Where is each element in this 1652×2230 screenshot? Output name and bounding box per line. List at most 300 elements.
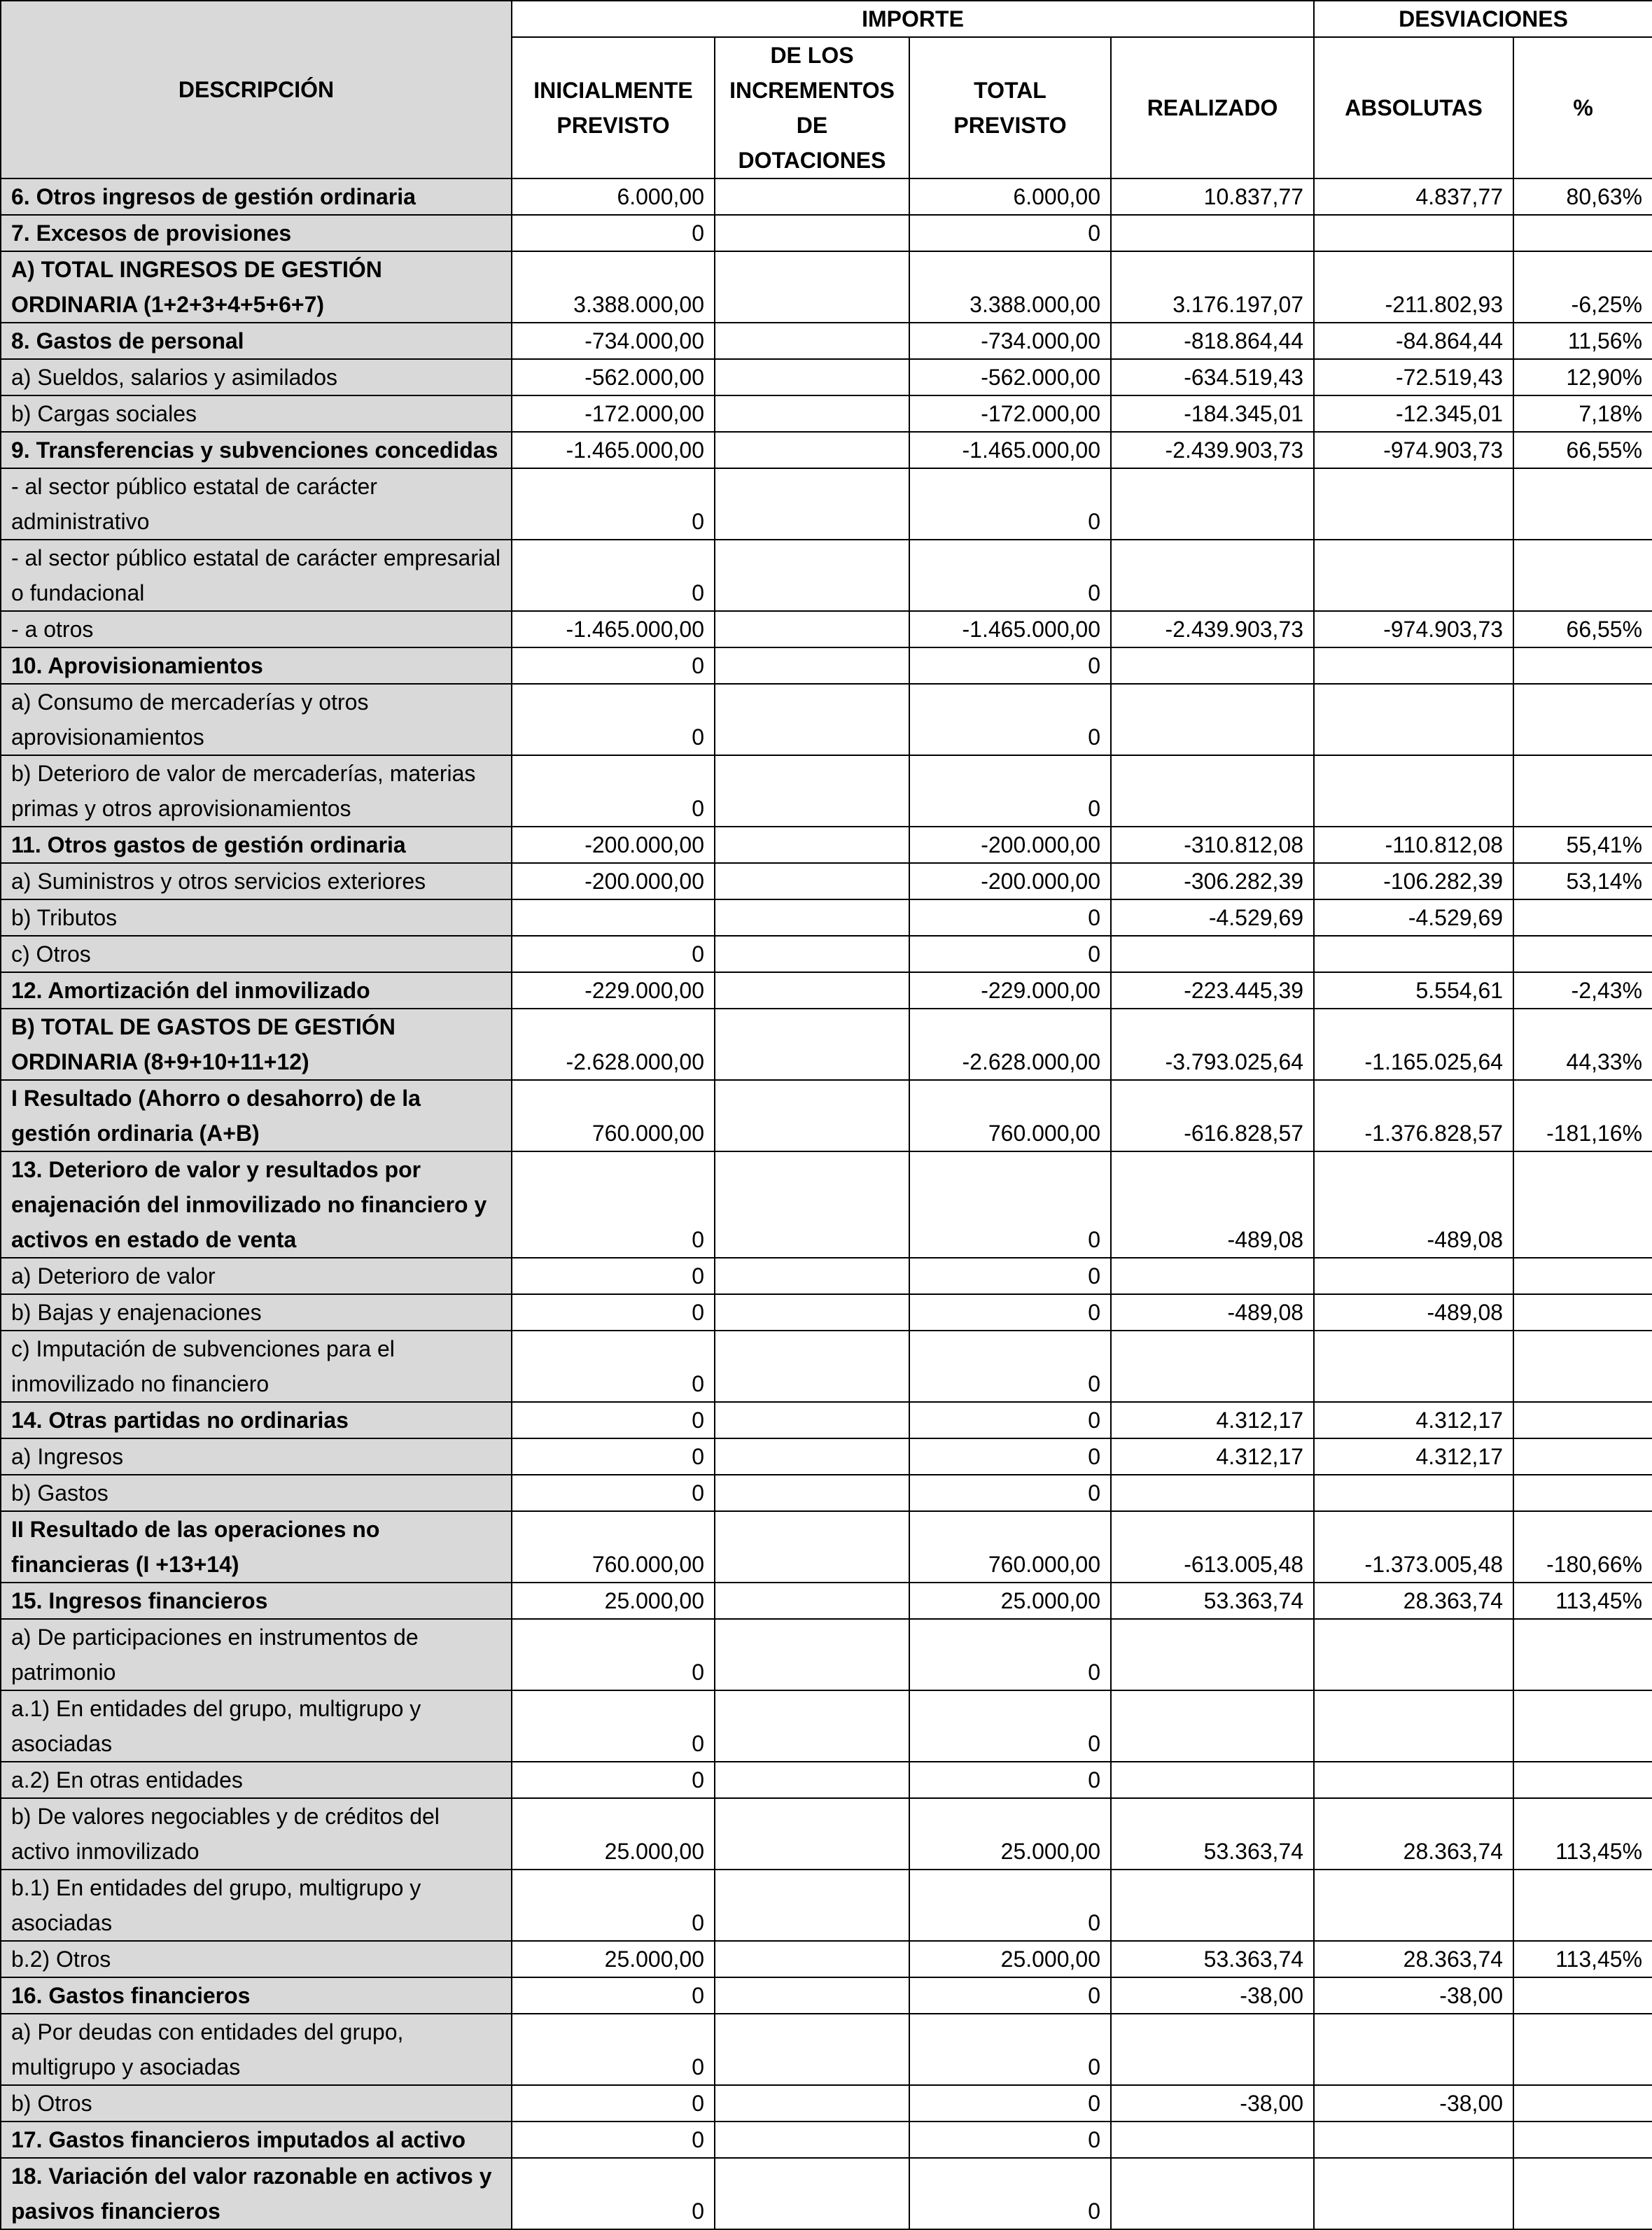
cell-total-previsto: 0 xyxy=(909,2158,1111,2229)
cell-percent: -181,16% xyxy=(1513,1080,1652,1151)
cell-inicialmente-previsto: 0 xyxy=(512,540,715,611)
cell-total-previsto: 0 xyxy=(909,540,1111,611)
cell-total-previsto: 0 xyxy=(909,1690,1111,1762)
cell-absolutas xyxy=(1314,1870,1513,1941)
cell-inicialmente-previsto: 760.000,00 xyxy=(512,1080,715,1151)
table-row xyxy=(1,432,1652,468)
cell-incrementos-dotaciones xyxy=(715,1294,909,1331)
cell-realizado: 53.363,74 xyxy=(1111,1941,1314,1977)
header-importe: IMPORTE xyxy=(512,1,1314,37)
row-description: 10. Aprovisionamientos xyxy=(1,647,512,684)
row-description: I Resultado (Ahorro o desahorro) de la gestión ordinaria (A+B) xyxy=(1,1080,512,1151)
cell-inicialmente-previsto: 0 xyxy=(512,1977,715,2014)
table-row xyxy=(1,1870,1652,1941)
cell-realizado: -489,08 xyxy=(1111,1151,1314,1258)
cell-incrementos-dotaciones xyxy=(715,432,909,468)
cell-inicialmente-previsto: -1.465.000,00 xyxy=(512,611,715,647)
cell-inicialmente-previsto: -562.000,00 xyxy=(512,359,715,395)
cell-incrementos-dotaciones xyxy=(715,468,909,540)
cell-realizado: 53.363,74 xyxy=(1111,1798,1314,1870)
table-row xyxy=(1,1402,1652,1438)
row-description: 12. Amortización del inmovilizado xyxy=(1,972,512,1009)
cell-total-previsto: 6.000,00 xyxy=(909,178,1111,215)
cell-inicialmente-previsto: -2.628.000,00 xyxy=(512,1009,715,1080)
cell-total-previsto: 0 xyxy=(909,2122,1111,2158)
row-description: b) Otros xyxy=(1,2085,512,2122)
cell-inicialmente-previsto: 0 xyxy=(512,2014,715,2085)
cell-absolutas: 28.363,74 xyxy=(1314,1941,1513,1977)
cell-realizado: -818.864,44 xyxy=(1111,323,1314,359)
cell-percent xyxy=(1513,1402,1652,1438)
cell-realizado xyxy=(1111,684,1314,755)
cell-percent xyxy=(1513,2014,1652,2085)
cell-total-previsto: 760.000,00 xyxy=(909,1511,1111,1583)
cell-inicialmente-previsto: 760.000,00 xyxy=(512,1511,715,1583)
cell-total-previsto: -2.628.000,00 xyxy=(909,1009,1111,1080)
cell-inicialmente-previsto: 0 xyxy=(512,1475,715,1511)
cell-incrementos-dotaciones xyxy=(715,178,909,215)
cell-absolutas xyxy=(1314,936,1513,972)
cell-total-previsto: 0 xyxy=(909,2085,1111,2122)
cell-inicialmente-previsto: -200.000,00 xyxy=(512,863,715,899)
cell-inicialmente-previsto: 0 xyxy=(512,1438,715,1475)
cell-realizado xyxy=(1111,1475,1314,1511)
row-description: c) Imputación de subvenciones para el inmovilizado no financiero xyxy=(1,1331,512,1402)
cell-realizado: -306.282,39 xyxy=(1111,863,1314,899)
row-description: - al sector público estatal de carácter administrativo xyxy=(1,468,512,540)
row-description: - a otros xyxy=(1,611,512,647)
row-description: b) Gastos xyxy=(1,1475,512,1511)
cell-realizado xyxy=(1111,1619,1314,1690)
table-row xyxy=(1,1762,1652,1798)
table-row xyxy=(1,827,1652,863)
cell-realizado xyxy=(1111,936,1314,972)
cell-realizado: -38,00 xyxy=(1111,2085,1314,2122)
cell-realizado xyxy=(1111,215,1314,251)
cell-percent xyxy=(1513,1331,1652,1402)
cell-absolutas xyxy=(1314,647,1513,684)
cell-percent xyxy=(1513,540,1652,611)
cell-realizado: -2.439.903,73 xyxy=(1111,432,1314,468)
cell-absolutas: -489,08 xyxy=(1314,1151,1513,1258)
cell-absolutas: -106.282,39 xyxy=(1314,863,1513,899)
cell-percent xyxy=(1513,755,1652,827)
header-realizado: REALIZADO xyxy=(1111,37,1314,178)
cell-inicialmente-previsto: 0 xyxy=(512,1402,715,1438)
cell-absolutas: 28.363,74 xyxy=(1314,1798,1513,1870)
row-description: 13. Deterioro de valor y resultados por enajenación del inmovilizado no financiero y activos en estado de venta xyxy=(1,1151,512,1258)
cell-incrementos-dotaciones xyxy=(715,540,909,611)
cell-total-previsto: 0 xyxy=(909,1331,1111,1402)
cell-total-previsto: -229.000,00 xyxy=(909,972,1111,1009)
cell-absolutas: -1.165.025,64 xyxy=(1314,1009,1513,1080)
cell-incrementos-dotaciones xyxy=(715,684,909,755)
cell-absolutas xyxy=(1314,1619,1513,1690)
cell-incrementos-dotaciones xyxy=(715,972,909,1009)
cell-percent: 11,56% xyxy=(1513,323,1652,359)
table-row xyxy=(1,1690,1652,1762)
cell-percent: 12,90% xyxy=(1513,359,1652,395)
cell-absolutas xyxy=(1314,215,1513,251)
header-absolutas: ABSOLUTAS xyxy=(1314,37,1513,178)
cell-percent: 66,55% xyxy=(1513,432,1652,468)
cell-incrementos-dotaciones xyxy=(715,1402,909,1438)
cell-absolutas: -84.864,44 xyxy=(1314,323,1513,359)
cell-percent xyxy=(1513,1258,1652,1294)
cell-total-previsto: 0 xyxy=(909,1294,1111,1331)
cell-realizado: 53.363,74 xyxy=(1111,1583,1314,1619)
row-description: a) Ingresos xyxy=(1,1438,512,1475)
cell-inicialmente-previsto: 0 xyxy=(512,2085,715,2122)
table-row xyxy=(1,251,1652,323)
cell-inicialmente-previsto: 0 xyxy=(512,1151,715,1258)
cell-realizado: -4.529,69 xyxy=(1111,899,1314,936)
row-description: a) Por deudas con entidades del grupo, multigrupo y asociadas xyxy=(1,2014,512,2085)
cell-realizado xyxy=(1111,468,1314,540)
cell-incrementos-dotaciones xyxy=(715,1619,909,1690)
table-row xyxy=(1,1009,1652,1080)
cell-percent xyxy=(1513,1977,1652,2014)
table-row xyxy=(1,1438,1652,1475)
cell-absolutas: -72.519,43 xyxy=(1314,359,1513,395)
cell-incrementos-dotaciones xyxy=(715,359,909,395)
cell-percent xyxy=(1513,936,1652,972)
cell-absolutas: 4.837,77 xyxy=(1314,178,1513,215)
cell-absolutas: 4.312,17 xyxy=(1314,1438,1513,1475)
cell-inicialmente-previsto: 0 xyxy=(512,468,715,540)
cell-total-previsto: 0 xyxy=(909,468,1111,540)
cell-total-previsto: 0 xyxy=(909,1475,1111,1511)
cell-realizado: -634.519,43 xyxy=(1111,359,1314,395)
table-row xyxy=(1,611,1652,647)
cell-inicialmente-previsto: -1.465.000,00 xyxy=(512,432,715,468)
table-row xyxy=(1,1798,1652,1870)
cell-total-previsto: -172.000,00 xyxy=(909,395,1111,432)
cell-absolutas xyxy=(1314,684,1513,755)
cell-realizado xyxy=(1111,647,1314,684)
header-inicialmente-previsto: INICIALMENTE PREVISTO xyxy=(512,37,715,178)
row-description: a) Sueldos, salarios y asimilados xyxy=(1,359,512,395)
cell-incrementos-dotaciones xyxy=(715,1690,909,1762)
cell-incrementos-dotaciones xyxy=(715,1009,909,1080)
cell-realizado: -616.828,57 xyxy=(1111,1080,1314,1151)
cell-percent: 113,45% xyxy=(1513,1798,1652,1870)
cell-realizado xyxy=(1111,2122,1314,2158)
cell-incrementos-dotaciones xyxy=(715,755,909,827)
cell-absolutas: -12.345,01 xyxy=(1314,395,1513,432)
header-total-previsto: TOTAL PREVISTO xyxy=(909,37,1111,178)
row-description: B) TOTAL DE GASTOS DE GESTIÓN ORDINARIA (8+9+10+11+12) xyxy=(1,1009,512,1080)
row-description: 14. Otras partidas no ordinarias xyxy=(1,1402,512,1438)
cell-realizado xyxy=(1111,1690,1314,1762)
table-row xyxy=(1,1258,1652,1294)
cell-incrementos-dotaciones xyxy=(715,1762,909,1798)
cell-total-previsto: 0 xyxy=(909,684,1111,755)
table-row xyxy=(1,1977,1652,2014)
cell-realizado: 10.837,77 xyxy=(1111,178,1314,215)
cell-realizado xyxy=(1111,2158,1314,2229)
cell-percent xyxy=(1513,1762,1652,1798)
cell-absolutas: -1.376.828,57 xyxy=(1314,1080,1513,1151)
cell-inicialmente-previsto: 0 xyxy=(512,647,715,684)
cell-total-previsto: 25.000,00 xyxy=(909,1941,1111,1977)
cell-total-previsto: 0 xyxy=(909,1402,1111,1438)
cell-absolutas: -4.529,69 xyxy=(1314,899,1513,936)
cell-total-previsto: 0 xyxy=(909,755,1111,827)
cell-percent xyxy=(1513,468,1652,540)
cell-percent xyxy=(1513,1151,1652,1258)
cell-total-previsto: 0 xyxy=(909,1258,1111,1294)
cell-incrementos-dotaciones xyxy=(715,2085,909,2122)
cell-inicialmente-previsto: 6.000,00 xyxy=(512,178,715,215)
cell-incrementos-dotaciones xyxy=(715,2122,909,2158)
cell-absolutas xyxy=(1314,2122,1513,2158)
cell-incrementos-dotaciones xyxy=(715,1475,909,1511)
cell-inicialmente-previsto: 0 xyxy=(512,684,715,755)
cell-realizado xyxy=(1111,1331,1314,1402)
cell-percent xyxy=(1513,1438,1652,1475)
cell-total-previsto: 3.388.000,00 xyxy=(909,251,1111,323)
cell-realizado: -38,00 xyxy=(1111,1977,1314,2014)
cell-percent xyxy=(1513,1619,1652,1690)
cell-total-previsto: -200.000,00 xyxy=(909,827,1111,863)
table-row xyxy=(1,1619,1652,1690)
cell-incrementos-dotaciones xyxy=(715,1870,909,1941)
cell-realizado: -613.005,48 xyxy=(1111,1511,1314,1583)
table-row xyxy=(1,1583,1652,1619)
cell-absolutas: 4.312,17 xyxy=(1314,1402,1513,1438)
cell-incrementos-dotaciones xyxy=(715,395,909,432)
header-percent: % xyxy=(1513,37,1652,178)
cell-inicialmente-previsto: 0 xyxy=(512,1331,715,1402)
table-row xyxy=(1,2158,1652,2229)
cell-incrementos-dotaciones xyxy=(715,1798,909,1870)
cell-total-previsto: 0 xyxy=(909,899,1111,936)
cell-inicialmente-previsto: -172.000,00 xyxy=(512,395,715,432)
row-description: II Resultado de las operaciones no financieras (I +13+14) xyxy=(1,1511,512,1583)
cell-incrementos-dotaciones xyxy=(715,1438,909,1475)
row-description: a) De participaciones en instrumentos de patrimonio xyxy=(1,1619,512,1690)
cell-percent xyxy=(1513,1294,1652,1331)
cell-incrementos-dotaciones xyxy=(715,1583,909,1619)
cell-incrementos-dotaciones xyxy=(715,2014,909,2085)
cell-total-previsto: -1.465.000,00 xyxy=(909,611,1111,647)
table-body xyxy=(1,178,1652,2229)
table-row xyxy=(1,395,1652,432)
cell-inicialmente-previsto: 25.000,00 xyxy=(512,1798,715,1870)
row-description: b) Bajas y enajenaciones xyxy=(1,1294,512,1331)
row-description: A) TOTAL INGRESOS DE GESTIÓN ORDINARIA (1+2+3+4+5+6+7) xyxy=(1,251,512,323)
cell-absolutas: 28.363,74 xyxy=(1314,1583,1513,1619)
cell-absolutas xyxy=(1314,1475,1513,1511)
cell-inicialmente-previsto: 0 xyxy=(512,755,715,827)
row-description: b.2) Otros xyxy=(1,1941,512,1977)
cell-incrementos-dotaciones xyxy=(715,647,909,684)
row-description: b) De valores negociables y de créditos del activo inmovilizado xyxy=(1,1798,512,1870)
cell-incrementos-dotaciones xyxy=(715,323,909,359)
cell-realizado xyxy=(1111,755,1314,827)
row-description: c) Otros xyxy=(1,936,512,972)
cell-percent xyxy=(1513,647,1652,684)
cell-percent xyxy=(1513,1870,1652,1941)
cell-total-previsto: 0 xyxy=(909,1151,1111,1258)
cell-inicialmente-previsto: 0 xyxy=(512,1690,715,1762)
cell-incrementos-dotaciones xyxy=(715,251,909,323)
cell-incrementos-dotaciones xyxy=(715,863,909,899)
row-description: 8. Gastos de personal xyxy=(1,323,512,359)
cell-inicialmente-previsto xyxy=(512,899,715,936)
row-description: 17. Gastos financieros imputados al activo xyxy=(1,2122,512,2158)
cell-incrementos-dotaciones xyxy=(715,1151,909,1258)
cell-percent xyxy=(1513,2085,1652,2122)
cell-inicialmente-previsto: 25.000,00 xyxy=(512,1941,715,1977)
cell-percent xyxy=(1513,899,1652,936)
cell-percent: -2,43% xyxy=(1513,972,1652,1009)
cell-incrementos-dotaciones xyxy=(715,1941,909,1977)
row-description: 15. Ingresos financieros xyxy=(1,1583,512,1619)
table-row xyxy=(1,1331,1652,1402)
cell-percent xyxy=(1513,2158,1652,2229)
cell-absolutas xyxy=(1314,2014,1513,2085)
cell-total-previsto: -1.465.000,00 xyxy=(909,432,1111,468)
cell-incrementos-dotaciones xyxy=(715,1511,909,1583)
cell-inicialmente-previsto: 0 xyxy=(512,936,715,972)
cell-incrementos-dotaciones xyxy=(715,215,909,251)
cell-total-previsto: 760.000,00 xyxy=(909,1080,1111,1151)
cell-realizado xyxy=(1111,2014,1314,2085)
table-row xyxy=(1,1511,1652,1583)
cell-absolutas xyxy=(1314,540,1513,611)
table-row xyxy=(1,2122,1652,2158)
table-row xyxy=(1,1080,1652,1151)
cell-incrementos-dotaciones xyxy=(715,827,909,863)
cell-total-previsto: 0 xyxy=(909,1762,1111,1798)
header-desviaciones: DESVIACIONES xyxy=(1314,1,1652,37)
cell-absolutas: -489,08 xyxy=(1314,1294,1513,1331)
cell-inicialmente-previsto: 0 xyxy=(512,1870,715,1941)
cell-total-previsto: -734.000,00 xyxy=(909,323,1111,359)
table-row xyxy=(1,1151,1652,1258)
cell-incrementos-dotaciones xyxy=(715,936,909,972)
row-description: 11. Otros gastos de gestión ordinaria xyxy=(1,827,512,863)
cell-realizado: 4.312,17 xyxy=(1111,1438,1314,1475)
cell-incrementos-dotaciones xyxy=(715,1331,909,1402)
cell-realizado: 4.312,17 xyxy=(1111,1402,1314,1438)
cell-percent xyxy=(1513,2122,1652,2158)
table-row xyxy=(1,863,1652,899)
cell-percent xyxy=(1513,684,1652,755)
table-row xyxy=(1,1475,1652,1511)
cell-percent: 53,14% xyxy=(1513,863,1652,899)
cell-inicialmente-previsto: 0 xyxy=(512,1762,715,1798)
cell-percent: 66,55% xyxy=(1513,611,1652,647)
cell-absolutas xyxy=(1314,2158,1513,2229)
cell-percent: -180,66% xyxy=(1513,1511,1652,1583)
cell-absolutas: -974.903,73 xyxy=(1314,432,1513,468)
cell-inicialmente-previsto: 0 xyxy=(512,1294,715,1331)
cell-incrementos-dotaciones xyxy=(715,2158,909,2229)
cell-inicialmente-previsto: 3.388.000,00 xyxy=(512,251,715,323)
row-description: a) Deterioro de valor xyxy=(1,1258,512,1294)
row-description: a) Consumo de mercaderías y otros aprovisionamientos xyxy=(1,684,512,755)
row-description: 16. Gastos financieros xyxy=(1,1977,512,2014)
cell-realizado: -489,08 xyxy=(1111,1294,1314,1331)
cell-realizado: -223.445,39 xyxy=(1111,972,1314,1009)
cell-total-previsto: -562.000,00 xyxy=(909,359,1111,395)
table-row xyxy=(1,323,1652,359)
cell-total-previsto: 0 xyxy=(909,936,1111,972)
cell-inicialmente-previsto: 0 xyxy=(512,2122,715,2158)
cell-inicialmente-previsto: 25.000,00 xyxy=(512,1583,715,1619)
header-description: DESCRIPCIÓN xyxy=(1,1,512,178)
table-row xyxy=(1,936,1652,972)
header-incrementos-dotaciones: DE LOS INCREMENTOS DE DOTACIONES xyxy=(715,37,909,178)
cell-total-previsto: -200.000,00 xyxy=(909,863,1111,899)
cell-inicialmente-previsto: -200.000,00 xyxy=(512,827,715,863)
table-row xyxy=(1,972,1652,1009)
cell-percent: 113,45% xyxy=(1513,1941,1652,1977)
row-description: b) Deterioro de valor de mercaderías, materias primas y otros aprovisionamientos xyxy=(1,755,512,827)
cell-total-previsto: 25.000,00 xyxy=(909,1798,1111,1870)
table-row xyxy=(1,1941,1652,1977)
row-description: a.1) En entidades del grupo, multigrupo y asociadas xyxy=(1,1690,512,1762)
table-row xyxy=(1,755,1652,827)
row-description: a.2) En otras entidades xyxy=(1,1762,512,1798)
table-row xyxy=(1,1294,1652,1331)
table-row xyxy=(1,899,1652,936)
table-row xyxy=(1,684,1652,755)
cell-absolutas xyxy=(1314,468,1513,540)
cell-total-previsto: 0 xyxy=(909,215,1111,251)
cell-realizado: -310.812,08 xyxy=(1111,827,1314,863)
cell-absolutas: -110.812,08 xyxy=(1314,827,1513,863)
cell-absolutas xyxy=(1314,1331,1513,1402)
cell-absolutas: -38,00 xyxy=(1314,1977,1513,2014)
cell-inicialmente-previsto: 0 xyxy=(512,215,715,251)
table-row xyxy=(1,540,1652,611)
cell-total-previsto: 0 xyxy=(909,1977,1111,2014)
row-description: b) Tributos xyxy=(1,899,512,936)
cell-incrementos-dotaciones xyxy=(715,1080,909,1151)
cell-inicialmente-previsto: 0 xyxy=(512,1619,715,1690)
cell-absolutas: -38,00 xyxy=(1314,2085,1513,2122)
cell-incrementos-dotaciones xyxy=(715,1977,909,2014)
table-row xyxy=(1,2085,1652,2122)
table-row xyxy=(1,2014,1652,2085)
cell-percent xyxy=(1513,215,1652,251)
row-description: a) Suministros y otros servicios exteriores xyxy=(1,863,512,899)
cell-total-previsto: 0 xyxy=(909,1870,1111,1941)
row-description: 9. Transferencias y subvenciones concedidas xyxy=(1,432,512,468)
row-description: 7. Excesos de provisiones xyxy=(1,215,512,251)
table-row xyxy=(1,647,1652,684)
cell-inicialmente-previsto: -229.000,00 xyxy=(512,972,715,1009)
cell-absolutas: -1.373.005,48 xyxy=(1314,1511,1513,1583)
cell-absolutas xyxy=(1314,755,1513,827)
cell-absolutas: 5.554,61 xyxy=(1314,972,1513,1009)
cell-absolutas xyxy=(1314,1690,1513,1762)
row-description: 6. Otros ingresos de gestión ordinaria xyxy=(1,178,512,215)
cell-realizado: 3.176.197,07 xyxy=(1111,251,1314,323)
cell-total-previsto: 0 xyxy=(909,2014,1111,2085)
cell-inicialmente-previsto: 0 xyxy=(512,1258,715,1294)
cell-absolutas: -974.903,73 xyxy=(1314,611,1513,647)
cell-percent: 113,45% xyxy=(1513,1583,1652,1619)
table-row xyxy=(1,359,1652,395)
table-row xyxy=(1,215,1652,251)
row-description: - al sector público estatal de carácter empresarial o fundacional xyxy=(1,540,512,611)
cell-realizado: -184.345,01 xyxy=(1111,395,1314,432)
